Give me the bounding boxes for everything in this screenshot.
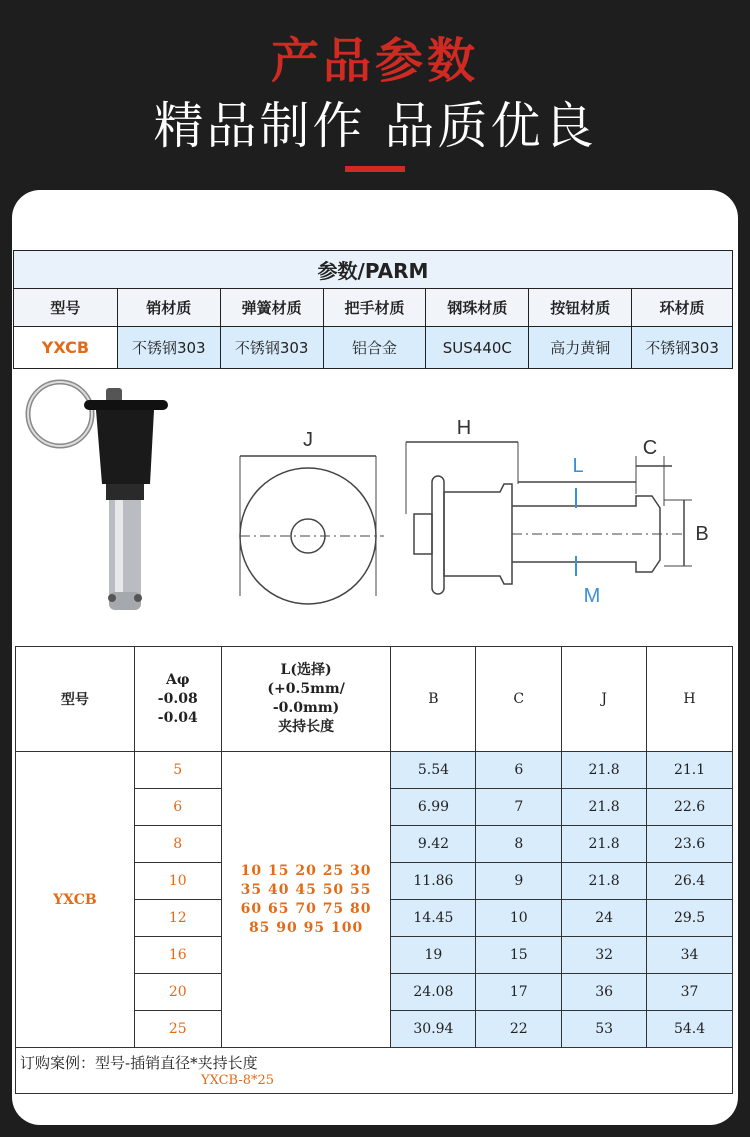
spec-b: 6.99 <box>391 789 476 826</box>
material-table-row <box>14 327 733 369</box>
spec-c: 17 <box>476 974 562 1011</box>
header-handle-material: 把手材质 <box>323 289 426 327</box>
spec-a: 8 <box>134 826 221 863</box>
spec-h: 37 <box>647 974 733 1011</box>
spec-j: 21.8 <box>562 863 647 900</box>
ball-material: SUS440C <box>426 327 529 369</box>
spec-header-model: 型号 <box>16 647 135 752</box>
spring-material: 不锈钢303 <box>220 327 323 369</box>
table-row <box>16 752 733 789</box>
spec-h: 54.4 <box>647 1011 733 1048</box>
label-j: J <box>303 429 313 451</box>
spec-header-a-line3: -0.04 <box>157 709 198 726</box>
spec-b: 9.42 <box>391 826 476 863</box>
spec-header-c: C <box>476 647 562 752</box>
spec-model: YXCB <box>16 752 135 1048</box>
spec-a: 25 <box>134 1011 221 1048</box>
spec-c: 8 <box>476 826 562 863</box>
button-material: 高力黄铜 <box>529 327 632 369</box>
header-pin-material: 销材质 <box>117 289 220 327</box>
l-options-line4: 85 90 95 100 <box>248 919 364 936</box>
spec-b: 5.54 <box>391 752 476 789</box>
spec-c: 10 <box>476 900 562 937</box>
label-h: H <box>456 417 472 439</box>
spec-header-a-line1: Aφ <box>165 671 190 688</box>
spec-j: 21.8 <box>562 826 647 863</box>
l-options-line2: 35 40 45 50 55 <box>240 881 372 898</box>
material-model: YXCB <box>14 327 118 369</box>
spec-b: 14.45 <box>391 900 476 937</box>
spec-c: 22 <box>476 1011 562 1048</box>
header-ball-material: 钢珠材质 <box>426 289 529 327</box>
content-card <box>12 190 738 1125</box>
pin-material: 不锈钢303 <box>117 327 220 369</box>
spec-h: 26.4 <box>647 863 733 900</box>
product-illustration <box>12 376 738 638</box>
spec-a: 6 <box>134 789 221 826</box>
spec-h: 34 <box>647 937 733 974</box>
spec-b: 11.86 <box>391 863 476 900</box>
spec-a: 12 <box>134 900 221 937</box>
l-options-line1: 10 15 20 25 30 <box>240 862 372 879</box>
spec-j: 21.8 <box>562 752 647 789</box>
label-b: B <box>695 523 709 545</box>
header-ring-material: 环材质 <box>632 289 733 327</box>
spec-header-h: H <box>647 647 733 752</box>
spec-header-l-line4: 夹持长度 <box>278 719 335 735</box>
header-button-material: 按钮材质 <box>529 289 632 327</box>
spec-c: 7 <box>476 789 562 826</box>
material-table <box>13 250 733 369</box>
spec-b: 19 <box>391 937 476 974</box>
spec-header-a <box>134 647 221 752</box>
side-view-drawing <box>406 442 692 594</box>
spec-header-j: J <box>562 647 647 752</box>
spec-h: 21.1 <box>647 752 733 789</box>
spec-a: 20 <box>134 974 221 1011</box>
header-spring-material: 弹簧材质 <box>220 289 323 327</box>
spec-header-a-line2: -0.08 <box>157 690 198 707</box>
product-drawing-area <box>12 376 738 638</box>
hero-banner <box>0 0 750 195</box>
spec-c: 6 <box>476 752 562 789</box>
l-options-line3: 60 65 70 75 80 <box>240 900 372 917</box>
spec-b: 30.94 <box>391 1011 476 1048</box>
order-example <box>15 1048 733 1094</box>
order-example-value: YXCB-8*25 <box>201 1073 275 1088</box>
spec-header-b: B <box>391 647 476 752</box>
spec-c: 9 <box>476 863 562 900</box>
label-c: C <box>642 437 658 459</box>
spec-a: 10 <box>134 863 221 900</box>
spec-j: 36 <box>562 974 647 1011</box>
ring-material: 不锈钢303 <box>632 327 733 369</box>
spec-header-l-line1: L(选择) <box>280 662 332 678</box>
header-model: 型号 <box>14 289 118 327</box>
spec-c: 15 <box>476 937 562 974</box>
spec-table-header <box>16 647 733 752</box>
product-photo <box>28 382 168 610</box>
spec-header-l-line3: -0.0mm) <box>272 700 340 716</box>
spec-j: 32 <box>562 937 647 974</box>
front-view-drawing <box>240 456 384 638</box>
spec-h: 29.5 <box>647 900 733 937</box>
spec-j: 21.8 <box>562 789 647 826</box>
spec-l-options <box>221 752 391 1048</box>
spec-j: 53 <box>562 1011 647 1048</box>
label-m: M <box>583 585 601 607</box>
spec-h: 22.6 <box>647 789 733 826</box>
material-table-title: 参数/PARM <box>14 251 733 289</box>
hero-accent-bar <box>345 166 405 172</box>
spec-a: 16 <box>134 937 221 974</box>
spec-header-l-line2: (+0.5mm/ <box>267 681 345 697</box>
label-l: L <box>572 455 584 477</box>
spec-header-l <box>221 647 391 752</box>
handle-material: 铝合金 <box>323 327 426 369</box>
spec-h: 23.6 <box>647 826 733 863</box>
order-example-label: 订购案例：型号-插销直径*夹持长度 <box>20 1054 258 1072</box>
spec-a: 5 <box>134 752 221 789</box>
spec-j: 24 <box>562 900 647 937</box>
hero-subtitle: 精品制作 品质优良 <box>153 97 597 155</box>
hero-title: 产品参数 <box>270 33 479 89</box>
spec-table <box>15 646 733 1048</box>
spec-b: 24.08 <box>391 974 476 1011</box>
material-table-header <box>14 289 733 327</box>
